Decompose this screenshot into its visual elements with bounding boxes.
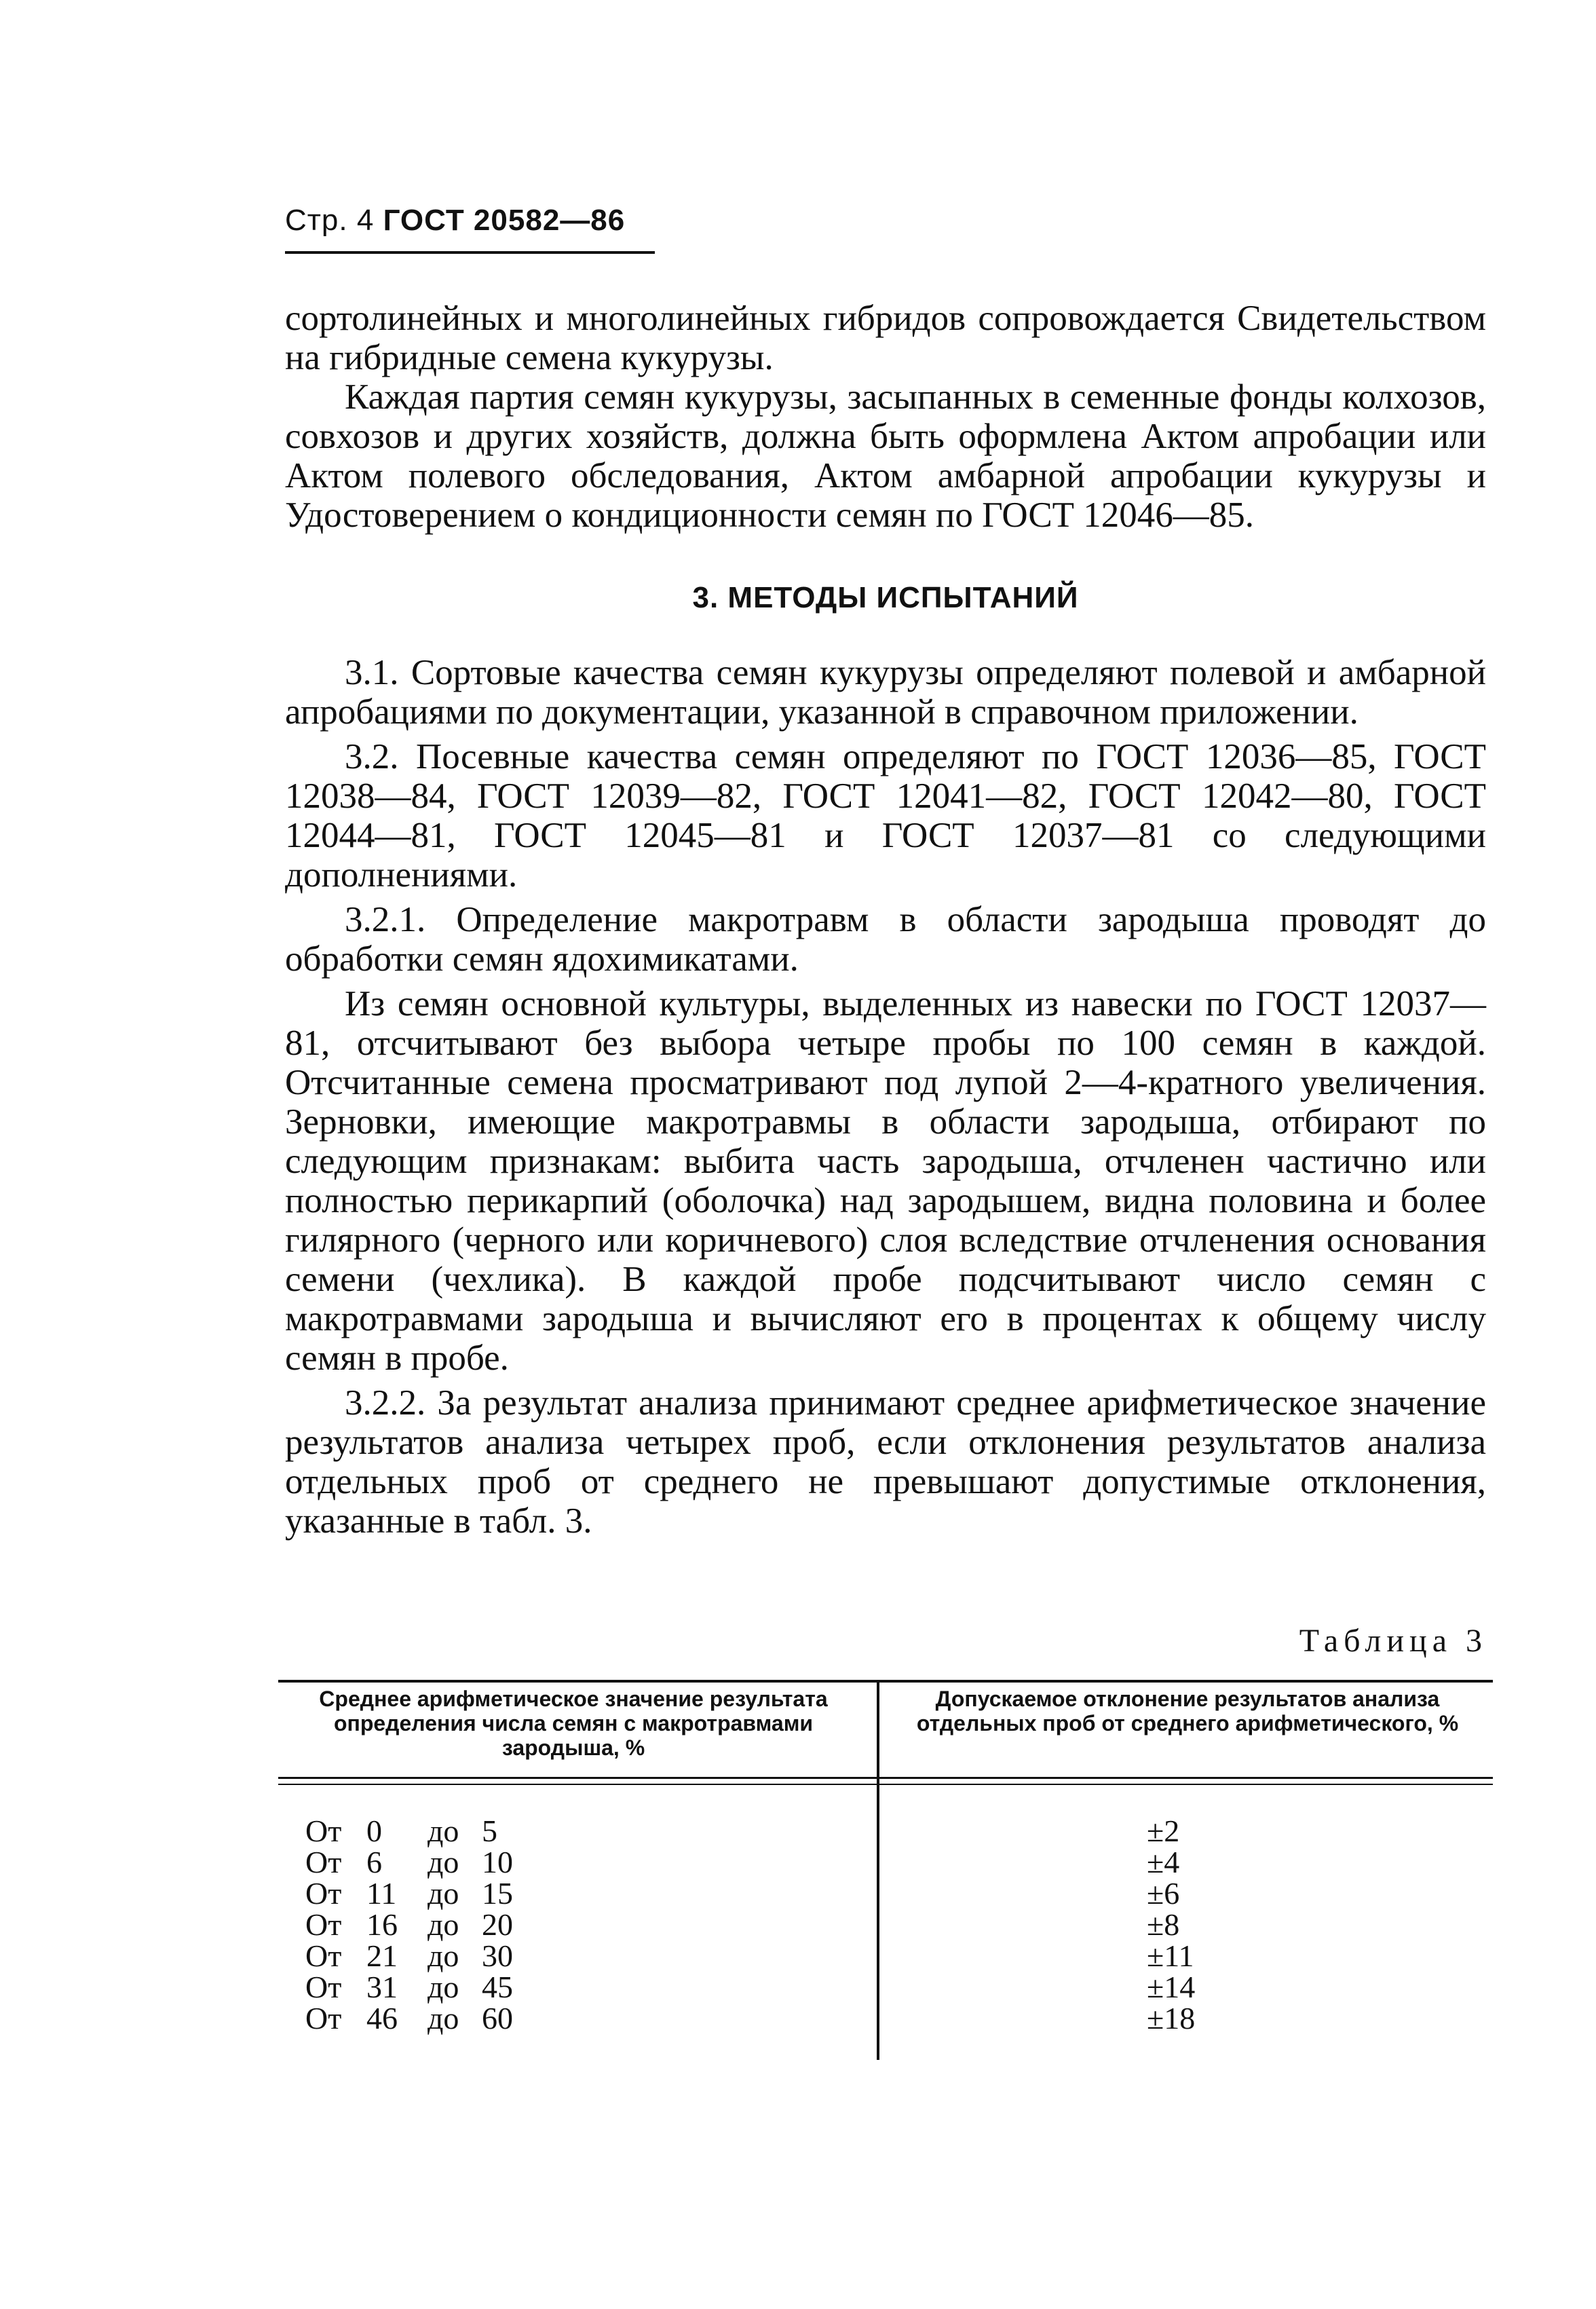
range-from-label: От: [305, 1970, 342, 2004]
document-body: [285, 299, 1486, 1541]
table-row: [305, 1940, 513, 1972]
table-row: [305, 2003, 513, 2034]
range-from-label: От: [305, 1845, 342, 1879]
range-from-label: От: [305, 1876, 342, 1911]
range-low: 11: [366, 1876, 397, 1911]
deviation-value: ±11: [1147, 1938, 1194, 1973]
range-high: 30: [482, 1938, 513, 1973]
range-high: 20: [482, 1907, 513, 1942]
range-from-label: От: [305, 1907, 342, 1942]
table-deviation-column: [1147, 1816, 1255, 2034]
table-header-rule: [278, 1777, 1493, 1779]
range-to-label: до: [428, 1845, 459, 1879]
document-id: ГОСТ 20582—86: [383, 204, 626, 237]
section-heading: 3. МЕТОДЫ ИСПЫТАНИЙ: [692, 581, 1079, 614]
table-row: [305, 1878, 513, 1909]
deviation-value: ±4: [1147, 1845, 1180, 1879]
range-to-label: до: [428, 1814, 459, 1848]
table-row: [305, 1909, 513, 1940]
table-header-rule-double: [278, 1784, 1493, 1785]
deviation-value: ±18: [1147, 2001, 1196, 2035]
range-low: 0: [366, 1814, 382, 1848]
range-from-label: От: [305, 2001, 342, 2035]
range-low: 6: [366, 1845, 382, 1879]
table-caption: Таблица 3: [1299, 1623, 1487, 1659]
header-rule: [285, 251, 655, 254]
range-low: 46: [366, 2001, 398, 2035]
range-to-label: до: [428, 1907, 459, 1942]
range-to-label: до: [428, 1876, 459, 1911]
range-high: 15: [482, 1876, 513, 1911]
table-header-mean: Среднее арифметическое значение результата определения числа семян с макротравмами зародыша, %: [319, 1687, 828, 1760]
range-to-label: до: [428, 1970, 459, 2004]
table-row: [305, 1816, 513, 1847]
deviation-value: ±6: [1147, 1876, 1180, 1911]
range-low: 21: [366, 1938, 398, 1973]
paragraph-3-2: 3.2. Посевные качества семян определяют по ГОСТ 12036—85, ГОСТ 12038—84, ГОСТ 12039—82, ГОСТ 12041—82, ГОСТ 12042—80, ГОСТ 12044—81, ГОСТ 12045—81 и ГОСТ 12037—81 со следующими дополнениями.: [285, 737, 1486, 895]
table-3: [278, 1680, 1493, 2060]
table-column-divider: [877, 1680, 879, 2060]
paragraph-3-2-2: 3.2.2. За результат анализа принимают среднее арифметическое значение результатов анализа четырех проб, если отклонения результатов анализа отдельных проб от среднего не превышают допустимые отклонения, указанные в табл. 3.: [285, 1383, 1486, 1541]
range-low: 16: [366, 1907, 398, 1942]
table-row: [305, 1847, 513, 1878]
page-number: Стр. 4: [285, 204, 375, 237]
range-from-label: От: [305, 1814, 342, 1848]
range-to-label: до: [428, 2001, 459, 2035]
paragraph-continuation: сортолинейных и многолинейных гибридов сопровождается Свидетельством на гибридные семена кукурузы.: [285, 299, 1486, 377]
range-from-label: От: [305, 1938, 342, 1973]
deviation-value: ±14: [1147, 1970, 1196, 2004]
table-top-rule: [278, 1680, 1493, 1683]
table-row: [305, 1972, 513, 2003]
table-range-column: [305, 1816, 513, 2034]
range-low: 31: [366, 1970, 398, 2004]
range-to-label: до: [428, 1938, 459, 1973]
paragraph-method: Из семян основной культуры, выделенных из навески по ГОСТ 12037—81, отсчитывают без выбора четыре пробы по 100 семян в каждой. Отсчитанные семена просматривают под лупой 2—4-кратного увеличения. Зерновки, имеющие макротравмы в области зародыша, отбирают по следующим признакам: выбита часть зародыша, отчленен частично или полностью перикарпий (оболочка) над зародышем, видна половина и более гилярного (черного или коричневого) слоя вследствие отчленения основания семени (чехлика). В каждой пробе подсчитывают число семян с макротравмами зародыша и вычисляют его в процентах к общему числу семян в пробе.: [285, 984, 1486, 1378]
paragraph-3-2-1: 3.2.1. Определение макротравм в области зародыша проводят до обработки семян ядохимикатами.: [285, 900, 1486, 979]
deviation-value: ±8: [1147, 1907, 1180, 1942]
page-header: [285, 204, 625, 238]
paragraph-3-1: 3.1. Сортовые качества семян кукурузы определяют полевой и амбарной апробациями по документации, указанной в справочном приложении.: [285, 653, 1486, 732]
table-header-deviation: Допускаемое отклонение результатов анализа отдельных проб от среднего арифметического, %: [916, 1687, 1459, 1735]
range-high: 10: [482, 1845, 513, 1879]
range-high: 45: [482, 1970, 513, 2004]
deviation-value: ±2: [1147, 1814, 1180, 1848]
paragraph-batch: Каждая партия семян кукурузы, засыпанных в семенные фонды колхозов, совхозов и других хозяйств, должна быть оформлена Актом апробации или Актом полевого обследования, Актом амбарной апробации кукурузы и Удостоверением о кондиционности семян по ГОСТ 12046—85.: [285, 377, 1486, 535]
range-high: 5: [482, 1814, 497, 1848]
range-high: 60: [482, 2001, 513, 2035]
